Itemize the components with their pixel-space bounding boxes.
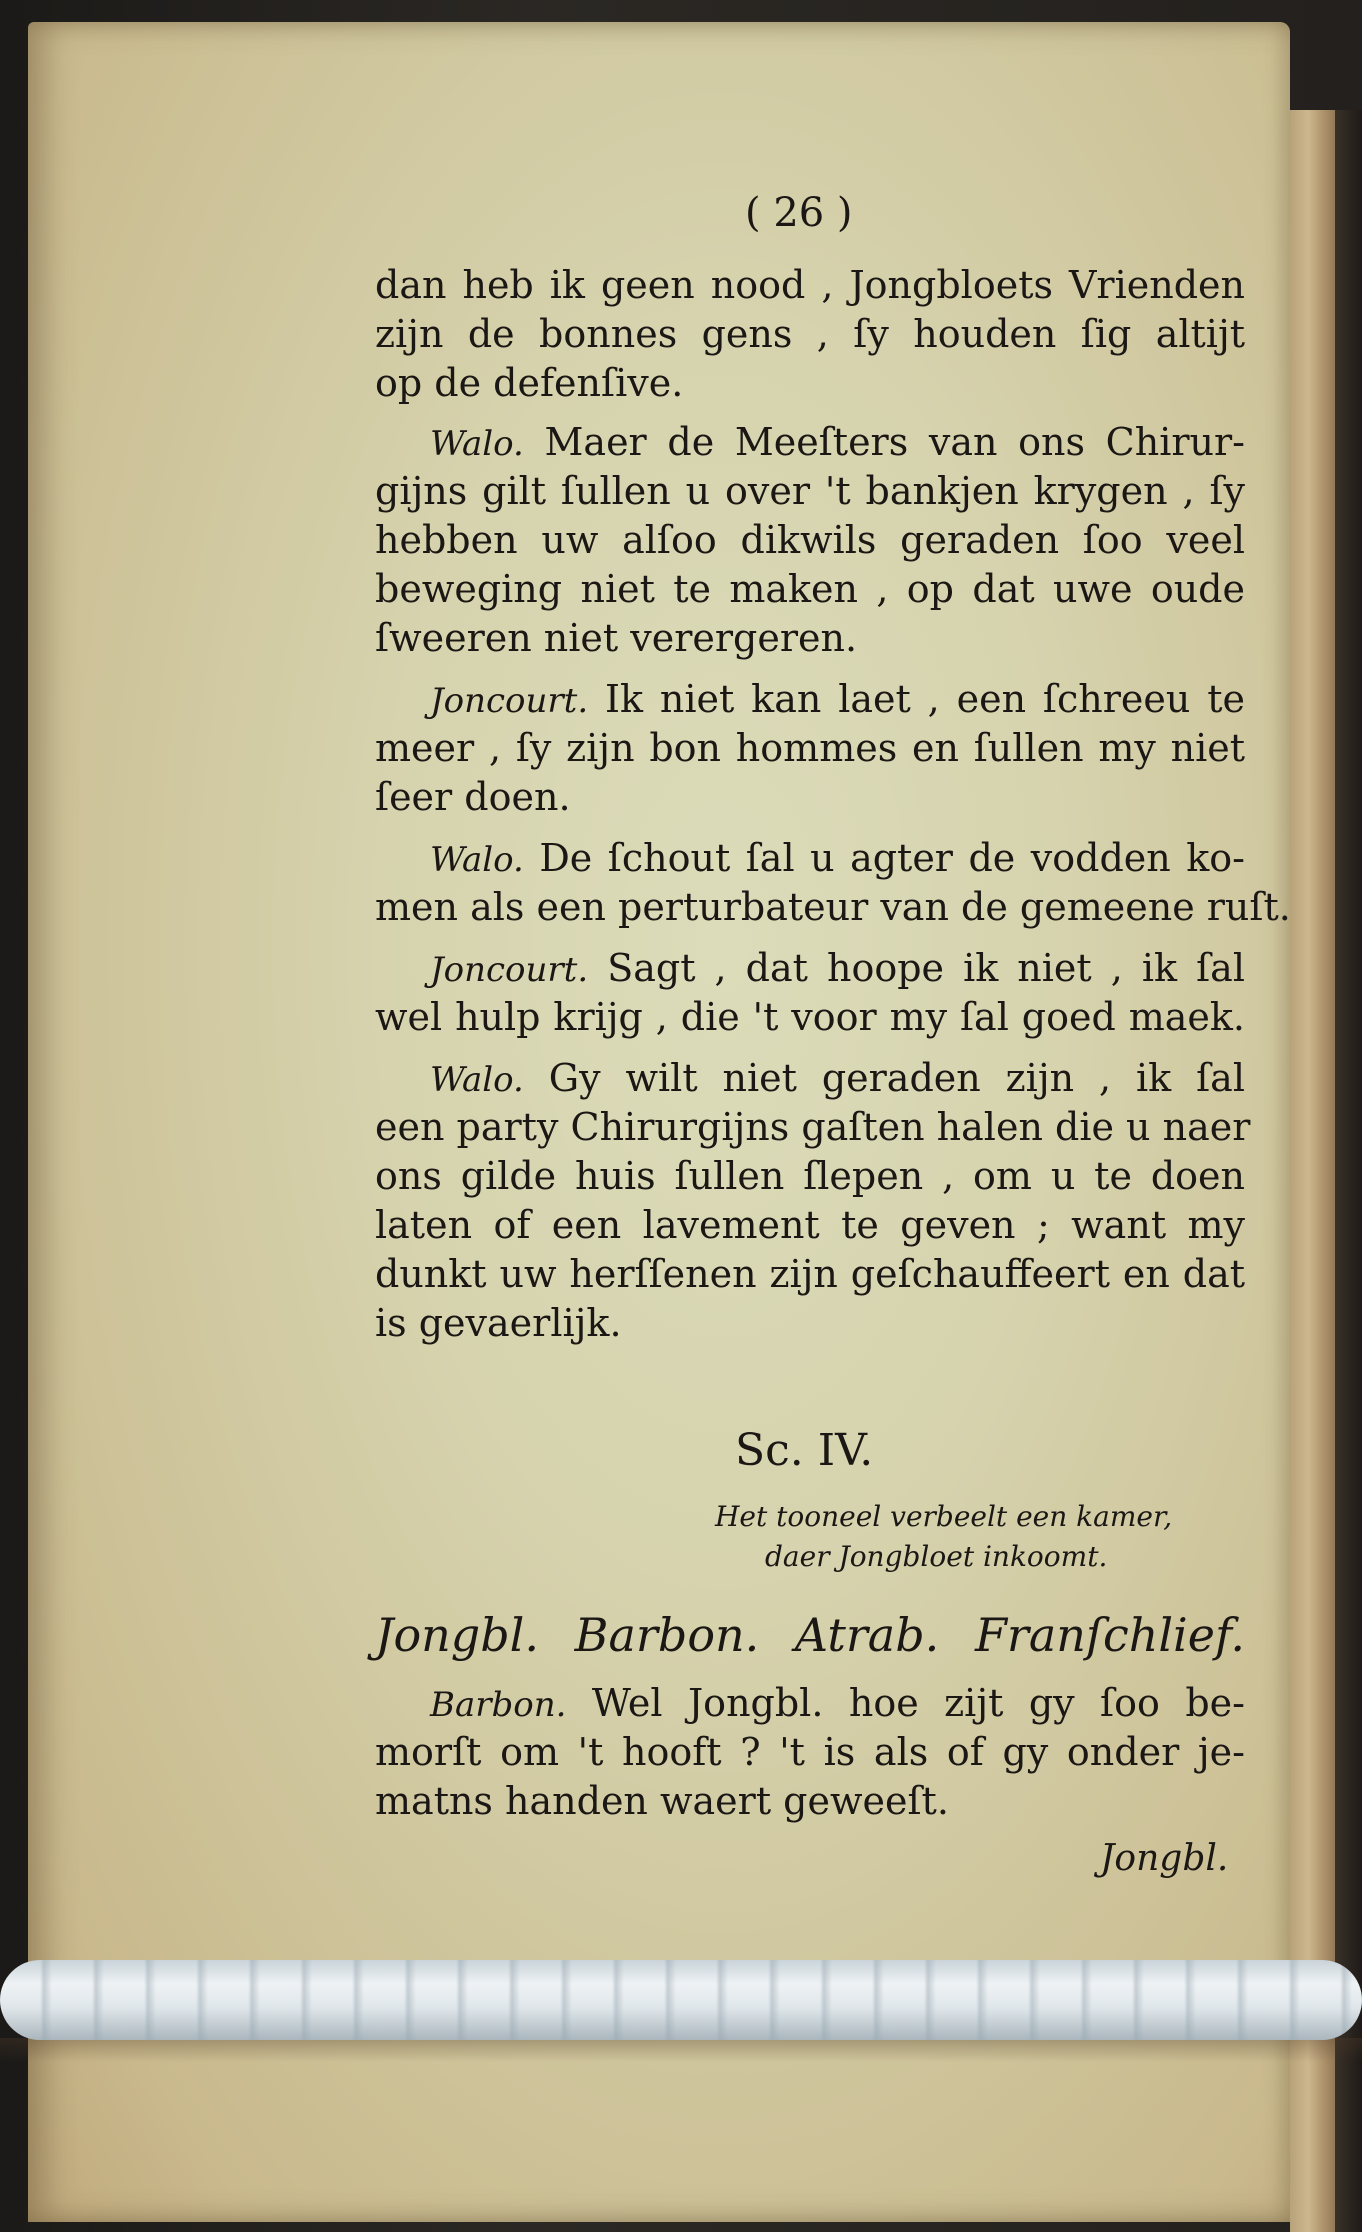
stage-direction-line: Het tooneel verbeelt een kamer, xyxy=(715,1500,1173,1533)
text-line: matns handen waert geweeſt. xyxy=(375,1779,949,1823)
text-line: beweging niet te maken , op dat uwe oude xyxy=(375,567,1245,611)
text-line: Joncourt. Ik niet kan laet , een ſchreeu te xyxy=(430,677,1245,721)
speaker-name: Walo. xyxy=(430,1060,524,1100)
text-line: ons gilde huis ſullen ſlepen , om u te doen xyxy=(375,1154,1245,1198)
text-line: Walo. Gy wilt niet geraden zijn , ik ſal xyxy=(430,1056,1245,1100)
text-line: zijn de bonnes gens , ſy houden ſig altijt xyxy=(375,312,1245,356)
speaker-name: Walo. xyxy=(430,840,524,880)
scene-heading: Sc. IV. xyxy=(735,1425,874,1476)
speaker-name: Walo. xyxy=(430,424,524,464)
speaker-name: Joncourt. xyxy=(430,681,589,721)
speaker-name: Joncourt. xyxy=(430,950,589,990)
text-line: dan heb ik geen nood , Jongbloets Vrienden xyxy=(375,263,1245,307)
cast-list: Jongbl. Barbon. Atrab. Franſchlief. xyxy=(375,1608,1245,1662)
page-number: ( 26 ) xyxy=(745,190,853,236)
ribbon-shadow xyxy=(0,2038,1362,2062)
text-line: morſt om 't hooft ? 't is als of gy onder je- xyxy=(375,1730,1245,1774)
text-line: gijns gilt ſullen u over 't bankjen krygen , ſy xyxy=(375,469,1245,513)
text-line: Walo. Maer de Meeſters van ons Chirur- xyxy=(430,420,1245,464)
text-line: Joncourt. Sagt , dat hoope ik niet , ik ſal xyxy=(430,946,1245,990)
text-line: ſweeren niet verergeren. xyxy=(375,616,858,660)
text-line: meer , ſy zijn bon hommes en ſullen my niet xyxy=(375,726,1245,770)
text-line: Walo. De ſchout ſal u agter de vodden ko- xyxy=(430,836,1245,880)
text-line: laten of een lavement te geven ; want my xyxy=(375,1203,1245,1247)
text-line: men als een perturbateur van de gemeene ruſt. xyxy=(375,885,1291,929)
text-line: is gevaerlijk. xyxy=(375,1301,622,1345)
text-line: Barbon. Wel Jongbl. hoe zijt gy ſoo be- xyxy=(430,1681,1245,1725)
text-line: wel hulp krijg , die 't voor my ſal goed maek. xyxy=(375,995,1245,1039)
text-line: ſeer doen. xyxy=(375,775,571,819)
ribbon-bookmark xyxy=(0,1960,1362,2040)
catchword: Jongbl. xyxy=(1100,1838,1229,1879)
text-line: op de defenſive. xyxy=(375,361,684,405)
stage-direction-line: daer Jongbloet inkoomt. xyxy=(765,1540,1108,1573)
text-line: een party Chirurgijns gaſten halen die u naer xyxy=(375,1105,1251,1149)
text-line: dunkt uw herſſenen zijn geſchauffeert en dat xyxy=(375,1252,1245,1296)
text-line: hebben uw alſoo dikwils geraden ſoo veel xyxy=(375,518,1245,562)
speaker-name: Barbon. xyxy=(430,1685,567,1725)
book-cover-edge xyxy=(1335,110,1362,2232)
